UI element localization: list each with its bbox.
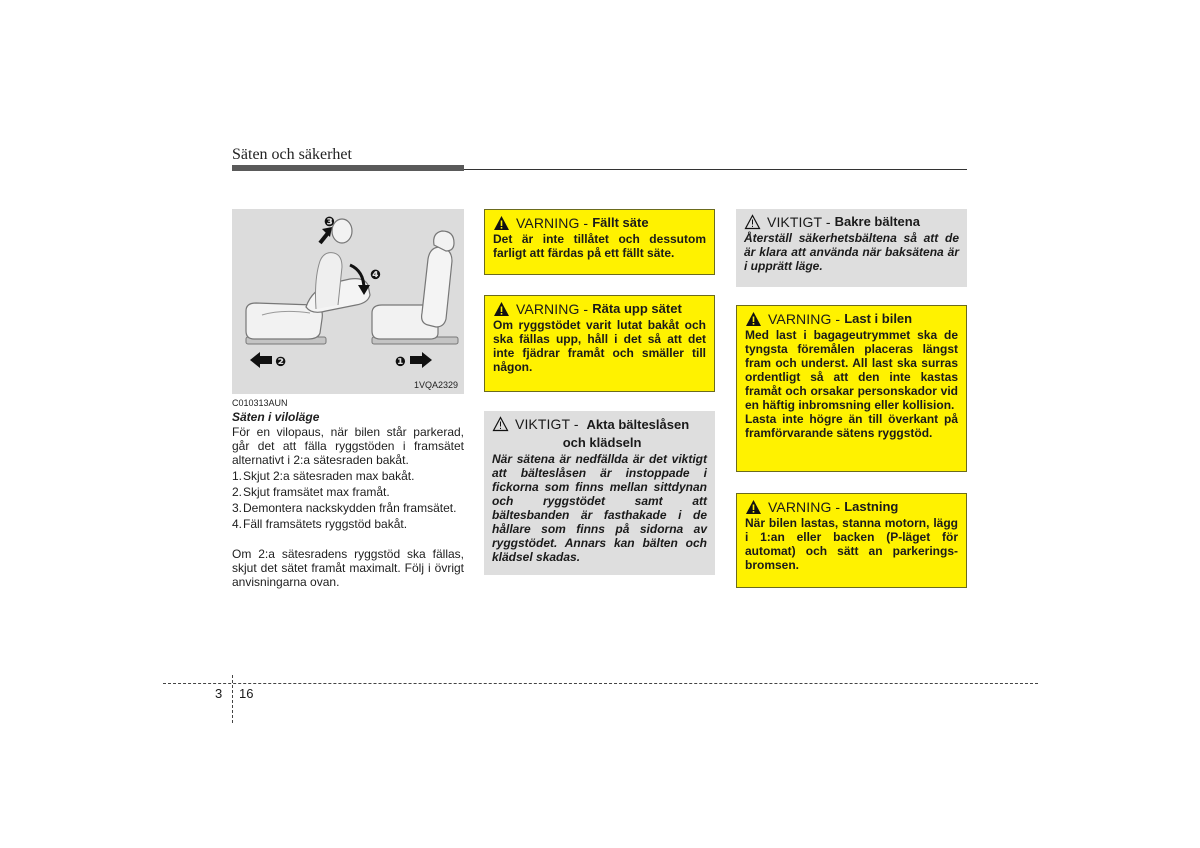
box-title: Bakre bältena (834, 214, 920, 229)
notice-box-buckles (484, 411, 715, 575)
step-text: Fäll framsätets ryggstöd bakåt. (243, 517, 408, 531)
box-body: Om ryggstödet varit lutat bakåt och ska fällas upp, håll i det så att det inte fjädrar framåt och smäller till någon. (493, 318, 706, 374)
warning-box-folded-seat (484, 209, 715, 275)
step-text: Demontera nackskydden från framsätet. (243, 501, 457, 515)
footer-dashed-rule (163, 683, 1038, 684)
box-title: Akta bälteslåsen (586, 417, 690, 432)
box-caption: VARNING - (768, 499, 841, 515)
step-list (232, 469, 464, 531)
section-title: Säten och säkerhet (232, 146, 352, 163)
notice-box-rear-belts (736, 209, 967, 287)
box-title: Lastning (844, 499, 899, 514)
warning-triangle-icon (745, 499, 762, 515)
step-number: 4. (232, 517, 243, 531)
box-header (745, 498, 958, 516)
box-caption: VARNING - (768, 311, 841, 327)
box-title: Last i bilen (844, 311, 913, 326)
warning-triangle-icon (745, 311, 762, 327)
list-item (232, 517, 464, 531)
page-chapter: 3 (215, 686, 223, 701)
warning-triangle-icon (493, 301, 510, 317)
figure-code: 1VQA2329 (413, 380, 458, 390)
step-text: Skjut framsätet max framåt. (243, 485, 390, 499)
box-title: Fällt säte (592, 215, 649, 230)
step-number: 1. (232, 469, 243, 483)
marker-3: ❸ (324, 215, 336, 230)
box-body-2: Lasta inte högre än till överkant på framförvarande sätens ryggstöd. (745, 412, 958, 440)
caption-code: C010313AUN (232, 398, 288, 408)
outro-paragraph: Om 2:a sätesradens ryggstöd ska fällas, skjut det sätet framåt maximalt. Följ i övrigt anvisningarna ovan. (232, 547, 464, 589)
footer-vertical-rule (232, 675, 233, 723)
list-item (232, 469, 464, 483)
subheading: Säten i viloläge (232, 410, 320, 424)
box-caption: VARNING - (516, 301, 589, 317)
box-body: När sätena är nedfällda är det viktigt att bälteslåsen är instoppade i fickorna som finns mellan sittdynan och ryggstödet samt att bältesbanden är fasthakade i de hållare som finns på sidorna av ryggstödet. Annars kan bälten och klädsel skadas. (492, 452, 707, 564)
box-caption: VARNING - (516, 215, 589, 231)
warning-triangle-icon (493, 215, 510, 231)
box-header (745, 310, 958, 328)
box-body: Återställ säkerhetsbältena så att de är klara att använda när baksätena är i upprätt läge. (744, 231, 959, 273)
box-body: Med last i bagageutrymmet ska de tyngsta föremålen placeras längst fram och underst. All last ska surras ordentligt så att den inte kastas framåt och orsakar personskador vid en häftig inbromsning eller kollision. (745, 328, 958, 412)
box-header (492, 415, 707, 452)
box-title: Räta upp sätet (592, 301, 682, 316)
header-rule-thick (232, 165, 464, 171)
box-header (493, 300, 706, 318)
box-body: När bilen lastas, stanna motorn, lägg i 1:an eller backen (P-läget för automat) och sätt an parkerings-bromsen. (745, 516, 958, 572)
marker-2: ❷ (275, 355, 287, 370)
header-rule-thin (464, 169, 967, 170)
left-column (232, 397, 464, 589)
warning-box-loading (736, 493, 967, 588)
box-body: Det är inte tillåtet och dessutom farligt att färdas på ett fällt säte. (493, 232, 706, 260)
step-number: 2. (232, 485, 243, 499)
box-title-line2: och klädseln (562, 435, 642, 450)
marker-4: ❹ (370, 268, 382, 283)
step-text: Skjut 2:a sätesraden max bakåt. (243, 469, 415, 483)
list-item (232, 485, 464, 499)
intro-paragraph: För en vilopaus, när bilen står parkerad, går det att fälla ryggstöden i framsätet alternativt i 2:a sätesraden bakåt. (232, 425, 464, 467)
warning-box-straighten-seat (484, 295, 715, 392)
box-header (493, 214, 706, 232)
page-number: 16 (239, 686, 254, 701)
step-number: 3. (232, 501, 243, 515)
list-item (232, 501, 464, 515)
box-header (744, 213, 959, 231)
warning-box-load (736, 305, 967, 472)
seat-illustration (232, 209, 464, 394)
notice-triangle-icon (744, 214, 761, 230)
box-caption: VIKTIGT - (767, 214, 831, 230)
notice-triangle-icon (492, 416, 509, 432)
seat-drawing (232, 209, 464, 394)
box-caption: VIKTIGT - (515, 416, 579, 432)
marker-1: ❶ (395, 355, 407, 370)
